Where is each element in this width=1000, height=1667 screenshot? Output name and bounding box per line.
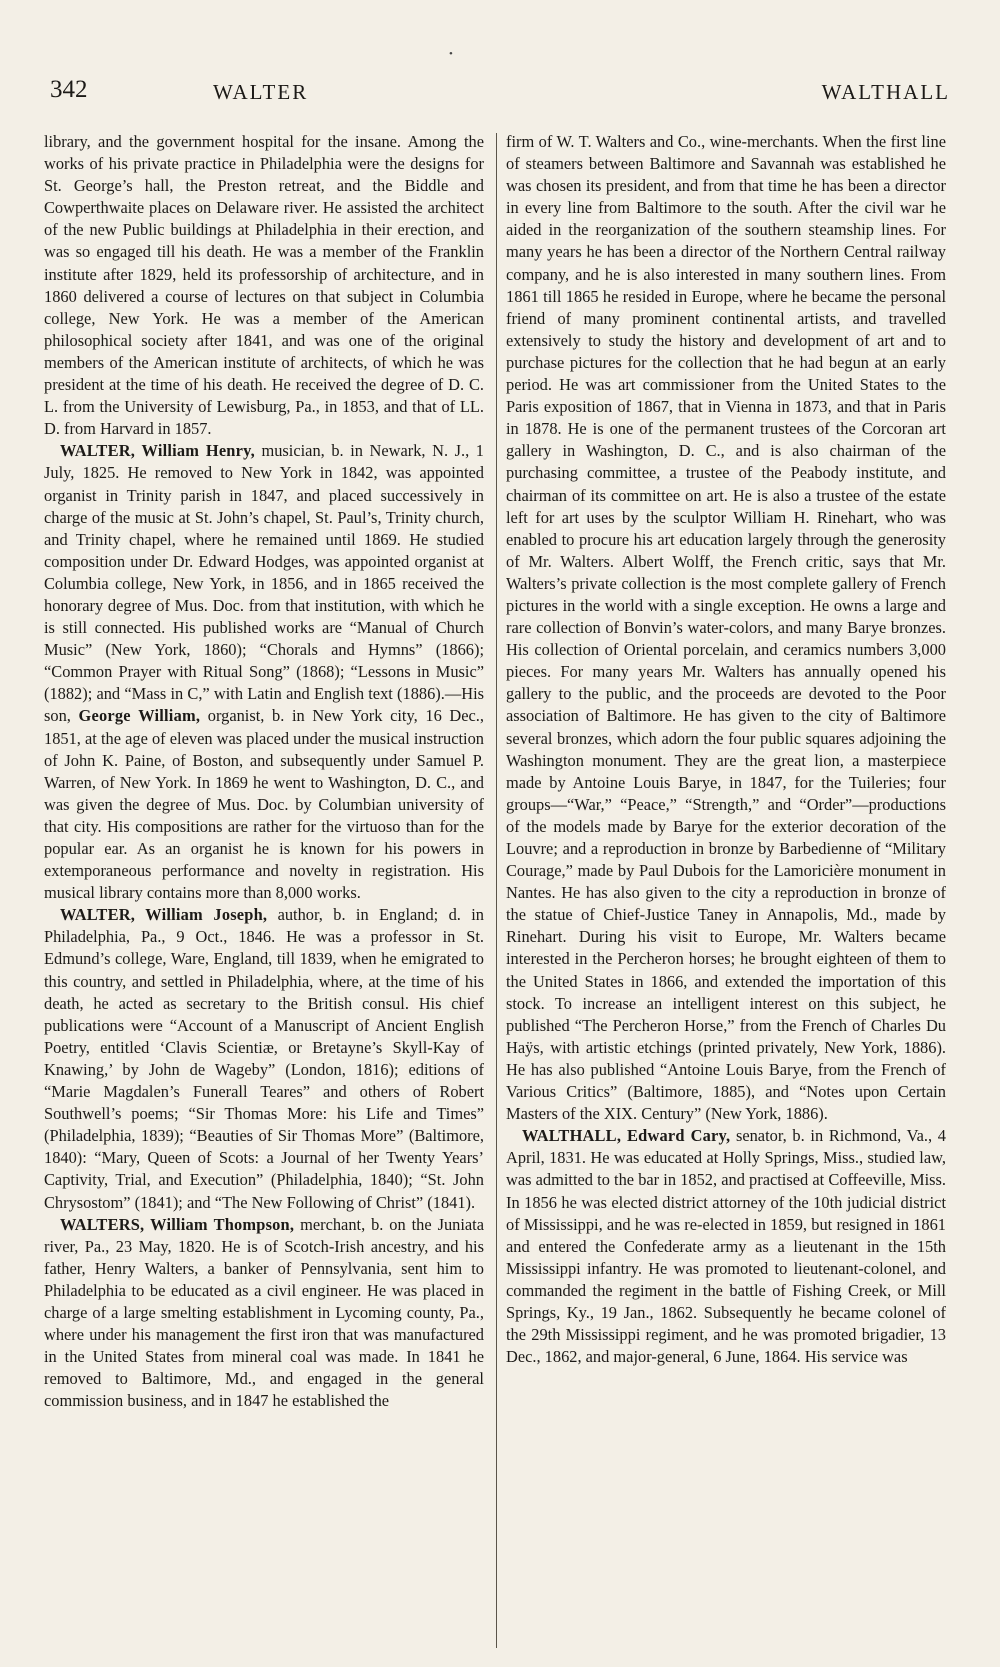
entry-text: musician, b. in Newark, N. J., 1 July, 1825. He removed to New York in 1842, was appointed organist in Trinity parish in 1847, and placed successively in charge of the music at St. John’s chapel, St. Paul’s, Trinity church, and Trinity chapel, where he remained until 1869. He studied composition under Dr. Edward Hodges, was appointed organist at Columbia college, New York, in 1856, and in 1865 received the honorary degree of Mus. Doc. from that institution, with which he is still connected. His published works are “Manual of Church Music” (New York, 1860); “Chorals and Hymns” (1866); “Common Prayer with Ritual Song” (1868); “Lessons in Music” (1882); and “Mass in C,” with Latin and English text (1886).—His son,: [44, 441, 484, 726]
entry-text: organist, b. in New York city, 16 Dec., 1851, at the age of eleven was placed under the musical instruction of John K. Paine, of Boston, and subsequently under Samuel P. Warren, of New York. In 1869 he went to Washington, D. C., and was given the degree of Mus. Doc. by Columbian university of that city. His compositions are rather for the virtuoso than for the popular ear. As an organist he is known for his powers in extemporaneous performance and novelty in registration. His musical library contains more than 8,000 works.: [44, 706, 484, 903]
entry-walter-william-joseph: [44, 904, 484, 1213]
entry-text: merchant, b. on the Juniata river, Pa., 23 May, 1820. He is of Scotch-Irish ancestry, and his father, Henry Walters, a banker of Pennsylvania, sent him to Philadelphia to be educated as a civil engineer. He was placed in charge of a large smelting establishment in Lycoming county, Pa., where under his management the first iron that was manufactured in the United States from mineral coal was made. In 1841 he removed to Baltimore, Md., and engaged in the general commission business, and in 1847 he established the: [44, 1214, 484, 1411]
left-column: [44, 131, 484, 1412]
entry-subheadword: George William,: [78, 706, 201, 726]
entry-headword: WALTER, William Joseph,: [60, 905, 268, 925]
entry-text: author, b. in England; d. in Philadelphia, Pa., 9 Oct., 1846. He was a professor in St. Edmund’s college, Ware, England, till 1839, when he emigrated to this country, and settled in Philadelphia, where, at the time of his death, he acted as secretary to the British consul. His chief publications were “Account of a Manuscript of Ancient English Poetry, entitled ‘Clavis Scientiæ, or Bretayne’s Skyll-Kay of Knawing,’ by John de Wageby” (London, 1816); editions of “Marie Magdalen’s Funerall Teares” and others of Robert Southwell’s poems; “Sir Thomas More: his Life and Times” (Philadelphia, 1839); “Beauties of Sir Thomas More” (Baltimore, 1840): “Mary, Queen of Scots: a Journal of her Twenty Years’ Captivity, Trial, and Execution” (Philadelphia, 1840); “St. John Chrysostom” (1841); and “The New Following of Christ” (1841).: [44, 905, 484, 1212]
entry-walter-william-henry: [44, 440, 484, 904]
running-header: [50, 76, 950, 116]
page-number: 342: [50, 76, 88, 103]
left-running-head: WALTER: [213, 80, 309, 104]
print-dot: •: [449, 48, 453, 60]
entry-text: senator, b. in Richmond, Va., 4 April, 1831. He was educated at Holly Springs, Miss., studied law, was admitted to the bar in 1852, and practised at Coffeeville, Miss. In 1856 he was elected district attorney of the 10th judicial district of Mississippi, and he was re-elected in 1859, but resigned in 1861 and entered the Confederate army as a lieutenant in the 15th Mississippi infantry. He was promoted to lieutenant-colonel, and commanded the regiment in the battle of Fishing Creek, or Mill Springs, Ky., 19 Jan., 1862. Subsequently he became colonel of the 29th Mississippi regiment, and he was promoted brigadier, 13 Dec., 1862, and major-general, 6 June, 1864. His service was: [506, 1126, 946, 1367]
entry-headword: WALTHALL, Edward Cary,: [522, 1126, 731, 1146]
entry-headword: WALTER, William Henry,: [60, 441, 255, 461]
column-divider: [496, 133, 497, 1648]
entry-headword: WALTERS, William Thompson,: [60, 1214, 295, 1234]
entry-walters-william-thompson: [44, 1214, 484, 1413]
right-column: [506, 131, 946, 1368]
entry-walthall-edward-cary: [506, 1125, 946, 1368]
paragraph-continuation: firm of W. T. Walters and Co., wine-merchants. When the first line of steamers between Baltimore and Savannah was established he was chosen its president, and from that time he has been a director in every line from Baltimore to the south. After the civil war he aided in the reorganization of the southern steamship lines. For many years he has been a director of the Northern Central railway company, and he is also interested in many southern lines. From 1861 till 1865 he resided in Europe, where he became the personal friend of many prominent continental artists, and travelled extensively to study the history and development of art and to purchase pictures for the collection that he had begun at an early period. He was art commissioner from the United States to the Paris exposition of 1867, that in Vienna in 1873, and that in Paris in 1878. He is one of the permanent trustees of the Corcoran art gallery in Washington, D. C., and is also chairman of the purchasing committee, a trustee of the Peabody institute, and chairman of its committee on art. He is also a trustee of the estate left for art uses by the sculptor William H. Rinehart, who was enabled to procure his art education largely through the generosity of Mr. Walters. Albert Wolff, the French critic, says that Mr. Walters’s private collection is the most complete gallery of French pictures in the world with a single exception. He owns a large and rare collection of Bonvin’s water-colors, and many Barye bronzes. His collection of Oriental porcelain, and ceramics numbers 3,000 pieces. For many years Mr. Walters has annually opened his gallery to the public, and the proceeds are devoted to the Poor association of Baltimore. He has given to the city of Baltimore several bronzes, which adorn the four public squares adjoining the Washington monument. They are the great lion, a masterpiece made by Antoine Louis Barye, in 1847, for the Tuileries; four groups—“War,” “Peace,” “Strength,” and “Order”—productions of the models made by Barye for the exterior decoration of the Louvre; and a reproduction in bronze by Barbedienne of “Military Courage,” made by Paul Dubois for the Lamoricière monument in Nantes. He has also given to the city a reproduction in bronze of the statue of Chief-Justice Taney in Annapolis, Md., made by Rinehart. During his visit to Europe, Mr. Walters became interested in the Percheron horses; he brought eighteen of them to the United States in 1866, and extended the importation of this stock. To increase an intelligent interest on this subject, he published “The Percheron Horse,” from the French of Charles Du Haÿs, with artistic etchings (printed privately, New York, 1886). He has also published “Antoine Louis Barye, from the French of Various Critics” (Baltimore, 1885), and “Notes upon Certain Masters of the XIX. Century” (New York, 1886).: [506, 132, 946, 1124]
paragraph-continuation: library, and the government hospital for the insane. Among the works of his private practice in Philadelphia were the designs for St. George’s hall, the Preston retreat, and the Biddle and Cowperthwaite places on Delaware river. He assisted the architect of the new Public buildings at Philadelphia in their erection, and was so engaged till his death. He was a member of the Franklin institute after 1829, held its professorship of architecture, and in 1860 delivered a course of lectures on that subject in Columbia college, New York. He was a member of the American philosophical society after 1841, and was one of the original members of the American institute of architects, of which he was president at the time of his death. He received the degree of D. C. L. from the University of Lewisburg, Pa., in 1853, and that of LL. D. from Harvard in 1857.: [44, 132, 484, 439]
right-running-head: WALTHALL: [821, 80, 950, 104]
